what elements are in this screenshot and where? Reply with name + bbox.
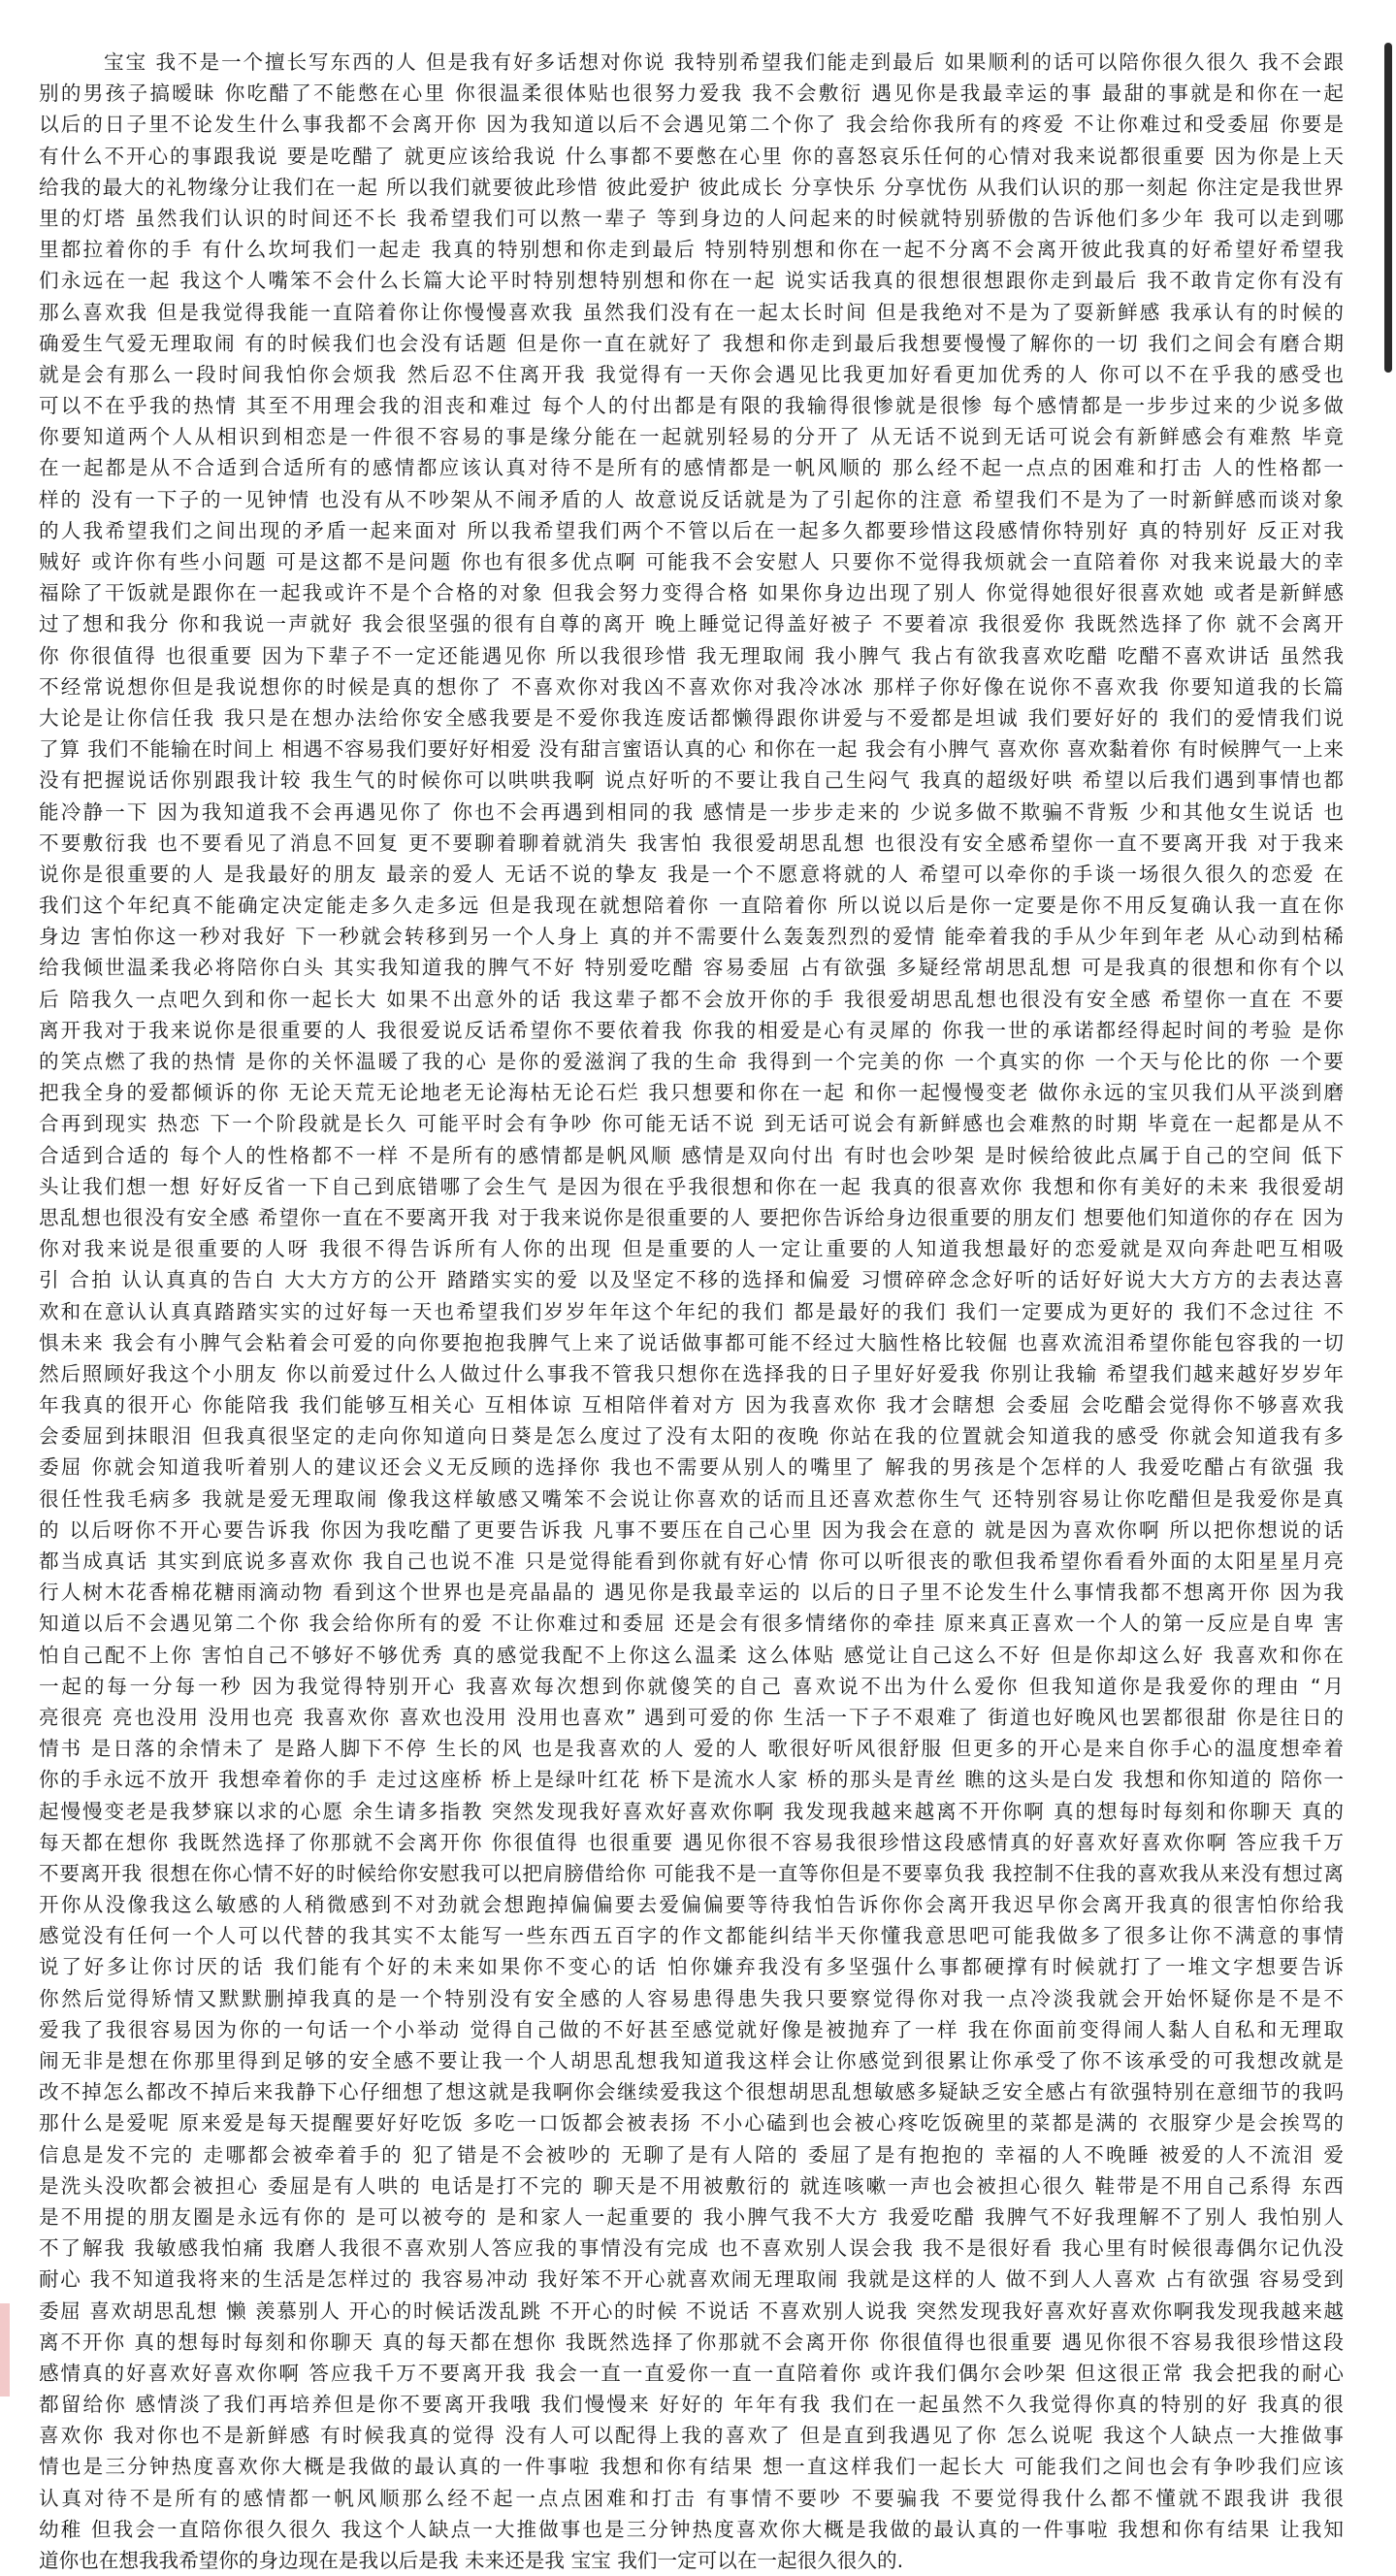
text-line: 年我真的很开心 你能陪我 我们能够互相关心 互相体谅 互相陪伴着对方 因为我喜欢你 我才会瞎想 会委屈 会吃醋会觉得你不够喜欢我: [39, 1393, 1344, 1418]
text-line: 说了好多让你讨厌的话 我们能有个好的未来如果你不变心的话 怕你嫌弃我没有多坚强什么事都硬撑有时候就打了一堆文字想要告诉: [39, 1955, 1344, 1979]
text-line: 道你也在想我我希望你的身边现在是我以后是我 未来还是我 宝宝 我们一定可以在一起很久很久的.: [39, 2549, 904, 2572]
text-line: 在一起都是从不合适到合适所有的感情都应该认真对待不是所有的感情都是一帆风顺的 那么经不起一点点的困难和打击 人的性格都一: [39, 456, 1344, 480]
text-line: 就是会有那么一段时间我怕你会烦我 然后忍不住离开我 我觉得有一天你会遇见比我更加好看更加优秀的人 你可以不在乎我的感受也: [39, 362, 1344, 386]
text-line: 情也是三分钟热度喜欢你大概是我做的最认真的一件事啦 我想和你有结果 想一直这样我们一起长大 可能我们之间也会有争吵我们应该: [39, 2455, 1344, 2479]
text-line: 委屈 你就会知道我听着别人的建议还会义无反顾的选择你 我也不需要从别人的嘴里了 解我的男孩是个怎样的人 我爱吃醋占有欲强 我: [39, 1455, 1344, 1480]
text-line: 闹无非是想在你那里得到足够的安全感不要让我一个人胡思乱想我知道我这样会让你感觉到很累让你承受了你不该承受的可我想改就是: [39, 2049, 1344, 2072]
text-line: 了算 我们不能输在时间上 相遇不容易我们要好好相爱 没有甜言蜜语认真的心 和你在一起 我会有小脾气 喜欢你 喜欢黏着你 有时候脾气一上来: [39, 737, 1344, 762]
text-line: 感觉没有任何一个人可以代替的我其实不太能写一些东西五百字的作文都能纠结半天你懂我意思吧可能我做多了很多让你不满意的事情: [39, 1924, 1344, 1948]
text-line: 后 陪我久一点吧久到和你一起长大 如果不出意外的话 我这辈子都不会放开你的手 我很爱胡思乱想也很没有安全感 希望你一直在 不要: [39, 987, 1344, 1011]
text-line: 你对我来说是很重要的人呀 我很不得告诉所有人你的出现 但是重要的人一定让重要的人知道我想最好的恋爱就是双向奔赴吧互相吸: [39, 1237, 1344, 1261]
text-line: 是不用提的朋友圈是永远有你的 是可以被夸的 是和家人一起重要的 我小脾气我不大方 我爱吃醋 我脾气不好我理解不了别人 我怕别人: [39, 2204, 1344, 2229]
text-line: 幼稚 但我会一直陪你很久很久 我这个人缺点一大推做事也是三分钟热度喜欢你大概是我做的最认真的一件事啦 我想和你有结果 让我知: [39, 2517, 1344, 2541]
text-line: 以后的日子里不论发生什么事我都不会离开你 因为我知道以后不会遇见第二个你了 我会给你我所有的疼爱 不让你难过和受委屈 你要是: [39, 113, 1344, 137]
text-line: 不经常说想你但是我说想你的时候是真的想你了 不喜欢你对我凶不喜欢你对我冷冰冰 那样子你好像在说你不喜欢我 你要知道我的长篇: [39, 674, 1344, 699]
text-line: 给我倾世温柔我必将陪你白头 其实我知道我的脾气不好 特别爱吃醋 容易委屈 占有欲强 多疑经常胡思乱想 可是我真的很想和你有个以: [39, 956, 1344, 980]
text-line: 很任性我毛病多 我就是爱无理取闹 像我这样敏感又嘴笨不会说让你喜欢的话而且还喜欢惹你生气 还特别容易让你吃醋但是我爱你是真: [39, 1486, 1344, 1511]
text-line: 惧未来 我会有小脾气会粘着会可爱的向你要抱抱我脾气上来了说话做事都可能不经过大脑性格比较倔 也喜欢流泪希望你能包容我的一切: [39, 1330, 1344, 1354]
text-line: 身边 害怕你这一秒对我好 下一秒就会转移到另一个人身上 真的并不需要什么轰轰烈烈的爱情 能牵着我的手从少年到年老 从心动到枯稀: [39, 925, 1344, 949]
text-line: 过了想和我分 你和我说一声就好 我会很坚强的很有自尊的离开 晚上睡觉记得盖好被子 不要着凉 我很爱你 我既然选择了你 就不会离开: [39, 612, 1344, 636]
text-line: 开你从没像我这么敏感的人稍微感到不对劲就会想跑掉偏偏要去爱偏偏要等待我怕告诉你你会离开我迟早你会离开我真的很害怕你给我: [39, 1893, 1344, 1917]
text-line: 确爱生气爱无理取闹 有的时候我们也会没有话题 但是你一直在就好了 我想和你走到最后我想要慢慢了解你的一切 我们之间会有磨合期: [39, 331, 1344, 355]
text-line: 合适到合适的 每个人的性格都不一样 不是所有的感情都是帆风顺 感情是双向付出 有时也会吵架 是时候给彼此点属于自己的空间 低下: [39, 1143, 1344, 1167]
text-line: 合再到现实 热恋 下一个阶段就是长久 可能平时会有争吵 你可能无话不说 到无话可说会有新鲜感也会难熬的时期 毕竟在一起都是从不: [39, 1112, 1344, 1136]
text-line: 没有把握说话你别跟我计较 我生气的时候你可以哄哄我啊 说点好听的不要让我自己生闷气 我真的超级好哄 希望以后我们遇到事情也都: [39, 768, 1344, 793]
text-line: 把我全身的爱都倾诉的你 无论天荒无论地老无论海枯无论石烂 我只想要和你在一起 和你一起慢慢变老 做你永远的宝贝我们从平淡到磨: [39, 1081, 1344, 1105]
text-line: 你然后觉得矫情又默默删掉我真的是一个特别没有安全感的人容易患得患失我只要察觉得你对我一点冷淡我就会开始怀疑你是不是不: [39, 1986, 1344, 2010]
text-line: 样的 没有一下子的一见钟情 也没有从不吵架从不闹矛盾的人 故意说反话就是为了引起你的注意 希望我们不是为了一时新鲜感而谈对象: [39, 487, 1344, 511]
text-line: 那么喜欢我 但是我觉得我能一直陪着你让你慢慢喜欢我 虽然我们没有在一起太长时间 但是我绝对不是为了耍新鲜感 我承认有的时候的: [39, 300, 1344, 324]
text-line: 有什么不开心的事跟我说 要是吃醋了 就更应该给我说 什么事都不要憋在心里 你的喜怒哀乐任何的心情对我来说都很重要 因为你是上天: [39, 144, 1344, 168]
text-line: 不要离开我 很想在你心情不好的时候给你安慰我可以把肩膀借给你 可能我不是一直等你但是不要辜负我 我控制不住我的喜欢我从来没有想过离: [39, 1861, 1344, 1885]
text-line: 怕自己配不上你 害怕自己不够好不够优秀 真的感觉我配不上你这么温柔 这么体贴 感觉让自己这么不好 但是你却这么好 我喜欢和你在: [39, 1643, 1344, 1667]
text-line: 情书 是日落的余情未了 是路人脚下不停 生长的风 也是我喜欢的人 爱的人 歌很好听风很舒服 但更多的开心是来自你手心的温度想牵着: [39, 1737, 1344, 1761]
text-line: 那什么是爱呢 原来爱是每天提醒要好好吃饭 多吃一口饭都会被表扬 不小心磕到也会被心疼吃饭碗里的菜都是满的 衣服穿少是会挨骂的: [39, 2111, 1344, 2136]
text-line: 行人树木花香棉花糖雨滴动物 看到这个世界也是亮晶晶的 遇见你是我最幸运的 以后的日子里不论发生什么事情我都不想离开你 因为我: [39, 1581, 1344, 1605]
text-line: 我们这个年纪真不能确定决定能走多久走多远 但是我现在就想陪着你 一直陪着你 所以说以后是你一定要是你不用反复确认我一直在你: [39, 894, 1344, 918]
text-line: 的笑点燃了我的热情 是你的关怀温暖了我的心 是你的爱滋润了我的生命 我得到一个完美的你 一个真实的你 一个天与伦比的你 一个要: [39, 1050, 1344, 1073]
text-line: 改不掉怎么都改不掉后来我静下心仔细想了想这就是我啊你会继续爱我这个很想胡思乱想敏感多疑缺乏安全感占有欲强特别在意细节的我吗: [39, 2080, 1344, 2104]
text-line: 宝宝 我不是一个擅长写东西的人 但是我有好多话想对你说 我特别希望我们能走到最后 如果顺利的话可以陪你很久很久 我不会跟: [104, 50, 1344, 74]
text-line: 离不开你 真的想每时每刻和你聊天 真的每天都在想你 我既然选择了你那就不会离开你 你很值得也很重要 遇见你很不容易我很珍惜这段: [39, 2330, 1344, 2354]
text-line: 委屈 喜欢胡思乱想 懒 羡慕别人 开心的时候话泼乱跳 不开心的时候 不说话 不喜欢别人说我 突然发现我好喜欢好喜欢你啊我发现我越来越: [39, 2299, 1344, 2323]
text-line: 爱我了我很容易因为你的一句话一个小举动 觉得自己做的不好甚至感觉就好像是被抛弃了一样 我在你面前变得闹人黏人自私和无理取: [39, 2017, 1344, 2041]
text-line: 不要敷衍我 也不要看见了消息不回复 更不要聊着聊着就消失 我害怕 我很爱胡思乱想 也很没有安全感希望你一直不要离开我 对于我来: [39, 831, 1344, 855]
text-line: 离开我对于我来说你是很重要的人 我很爱说反话希望你不要依着我 你我的相爱是心有灵犀的 你我一世的承诺都经得起时间的考验 是你: [39, 1018, 1344, 1042]
text-line: 会委屈到抹眼泪 但我真很坚定的走向你知道向日葵是怎么度过了没有太阳的夜晚 你站在我的位置就会知道我的感受 你就会知道我有多: [39, 1424, 1344, 1449]
scrollbar[interactable]: [1384, 43, 1392, 373]
text-line: 的人我希望我们之间出现的矛盾一起来面对 所以我希望我们两个不管以后在一起多久都要珍惜这段感情你特别好 真的特别好 反正对我: [39, 518, 1344, 542]
text-line: 贼好 或许你有些小问题 可是这都不是问题 你也有很多优点啊 可能我不会安慰人 只要你不觉得我烦就会一直陪着你 对我来说最大的幸: [39, 550, 1344, 573]
text-line: 你 你很值得 也很重要 因为下辈子不一定还能遇见你 所以我很珍惜 我无理取闹 我小脾气 我占有欲我喜欢吃醋 吃醋不喜欢讲话 虽然我: [39, 643, 1344, 668]
text-line: 是洗头没吹都会被担心 委屈是有人哄的 电话是打不完的 聊天是不用被敷衍的 就连咳嗽一声也会被担心很久 鞋带是不用自己系得 东西: [39, 2173, 1344, 2198]
text-line: 不了解我 我敏感我怕痛 我磨人我很不喜欢别人答应我的事情没有完成 也不喜欢别人误会我 我不是很好看 我心里有时候很毒偶尔记仇没: [39, 2236, 1344, 2261]
text-line: 别的男孩子搞暧昧 你吃醋了不能憋在心里 你很温柔很体贴也很努力爱我 我不会敷衍 遇见你是我最幸运的事 最甜的事就是和你在一起: [39, 82, 1344, 106]
text-line: 里都拉着你的手 有什么坎坷我们一起走 我真的特别想和你走到最后 特别特别想和你在一起不分离不会离开彼此我真的好希望好希望我: [39, 238, 1344, 262]
text-line: 头让我们想一想 好好反省一下自己到底错哪了会生气 是因为很在乎我很想和你在一起 我真的很喜欢你 我想和你有美好的未来 我很爱胡: [39, 1174, 1344, 1198]
text-line: 你的手永远不放开 我想牵着你的手 走过这座桥 桥上是绿叶红花 桥下是流水人家 桥的那头是青丝 瞧的这头是白发 我想和你知道的 陪你一: [39, 1768, 1344, 1792]
text-line: 大论是让你信任我 我只是在想办法给你安全感我要是不爱你我连废话都懒得跟你讲爱与不爱都是坦诚 我们要好好的 我们的爱情我们说: [39, 705, 1344, 730]
text-line: 可以不在乎我的热情 其至不用理会我的泪丧和难过 每个人的付出都是有限的我输得很惨就是很惨 每个感情都是一步步过来的少说多做: [39, 394, 1344, 418]
text-line: 都当成真话 其实到底说多喜欢你 我自己也说不准 只是觉得能看到你就有好心情 你可以听很丧的歌但我希望你看看外面的太阳星星月亮: [39, 1549, 1344, 1573]
text-line: 引 合拍 认认真真的告白 大大方方的公开 踏踏实实的爱 以及坚定不移的选择和偏爱 习惯碎碎念念好听的话好好说大大方方的去表达喜: [39, 1268, 1344, 1292]
text-line: 喜欢你 我对你也不是新鲜感 有时候我真的觉得 没有人可以配得上我的喜欢了 但是直到我遇见了你 怎么说呢 我这个人缺点一大推做事: [39, 2424, 1344, 2448]
text-line: 起慢慢变老是我梦寐以求的心愿 余生请多指教 突然发现我好喜欢好喜欢你啊 我发现我越来越离不开你啊 真的想每时每刻和你聊天 真的: [39, 1799, 1344, 1823]
text-line: 都留给你 感情淡了我们再培养但是你不要离开我哦 我们慢慢来 好好的 年年有我 我们在一起虽然不久我觉得你真的特别的好 我真的很: [39, 2393, 1344, 2417]
text-line: 欢和在意认认真真踏踏实实的过好每一天也希望我们岁岁年年这个年纪的我们 都是最好的我们 我们一定要成为更好的 我们不念过往 不: [39, 1299, 1344, 1323]
text-line: 能冷静一下 因为我知道我不会再遇见你了 你也不会再遇到相同的我 感情是一步步走来的 少说多做不欺骗不背叛 少和其他女生说话 也: [39, 799, 1344, 824]
text-line: 信息是发不完的 走哪都会被牵着手的 犯了错是不会被吵的 无聊了是有人陪的 委屈了是有抱抱的 幸福的人不晚睡 被爱的人不流泪 爱: [39, 2142, 1344, 2167]
text-line: 的 以后呀你不开心要告诉我 你因为我吃醋了更要告诉我 凡事不要压在自己心里 因为我会在意的 就是因为喜欢你啊 所以把你想说的话: [39, 1517, 1344, 1542]
text-line: 思乱想也很没有安全感 希望你一直在不要离开我 对于我来说你是很重要的人 要把你告诉给身边很重要的朋友们 想要他们知道你的存在 因为: [39, 1205, 1344, 1229]
text-line: 给我的最大的礼物缘分让我们在一起 所以我们就要彼此珍惜 彼此爱护 彼此成长 分享快乐 分享忧伤 从我们认识的那一刻起 你注定是我世界: [39, 175, 1344, 199]
text-line: 每天都在想你 我既然选择了你那就不会离开你 你很值得 也很重要 遇见你很不容易我很珍惜这段感情真的好喜欢好喜欢你啊 答应我千万: [39, 1830, 1344, 1854]
text-line: 说你是很重要的人 是我最好的朋友 最亲的爱人 无话不说的挚友 我是一个不愿意将就的人 希望可以牵你的手谈一场很久很久的恋爱 在: [39, 862, 1344, 886]
text-line: 亮很亮 亮也没用 没用也亮 我喜欢你 喜欢也没用 没用也喜欢” 遇到可爱的你 生活一下子不艰难了 街道也好晚风也罢都很甜 你是往日的: [39, 1705, 1344, 1729]
text-line: 们永远在一起 我这个人嘴笨不会什么长篇大论平时特别想特别想和你在一起 说实话我真的很想很想跟你走到最后 我不敢肯定你有没有: [39, 269, 1344, 293]
text-line: 耐心 我不知道我将来的生活是怎样过的 我容易冲动 我好笨不开心就喜欢闹无理取闹 我就是这样的人 做不到人人喜欢 占有欲强 容易受到: [39, 2267, 1344, 2292]
text-line: 福除了干饭就是跟你在一起我或许不是个合格的对象 但我会努力变得合格 如果你身边出现了别人 你觉得她很好很喜欢她 或者是新鲜感: [39, 581, 1344, 605]
text-line: 里的灯塔 虽然我们认识的时间还不长 我希望我们可以熬一辈子 等到身边的人问起来的时候就特别骄傲的告诉他们多少年 我可以走到哪: [39, 206, 1344, 230]
text-line: 知道以后不会遇见第二个你 我会给你所有的爱 不让你难过和委屈 还是会有很多情绪你的牵挂 原来真正喜欢一个人的第一反应是自卑 害: [39, 1612, 1344, 1636]
text-line: 你要知道两个人从相识到相恋是一件很不容易的事是缘分能在一起就别轻易的分开了 从无话不说到无话可说会有新鲜感会有难熬 毕竟: [39, 425, 1344, 449]
page-edge-marker: [0, 2303, 10, 2397]
text-line: 认真对待不是所有的感情都一帆风顺那么经不起一点点困难和打击 有事情不要吵 不要骗我 不要觉得我什么都不懂就不跟我讲 我很: [39, 2486, 1344, 2510]
text-line: 感情真的好喜欢好喜欢你啊 答应我千万不要离开我 我会一直一直爱你一直一直陪着你 或许我们偶尔会吵架 但这很正常 我会把我的耐心: [39, 2361, 1344, 2385]
text-line: 一起的每一分每一秒 因为我觉得特别开心 我喜欢每次想到你就傻笑的自己 喜欢说不出为什么爱你 但我知道你是我爱你的理由 “月: [39, 1674, 1344, 1698]
text-line: 然后照顾好我这个小朋友 你以前爱过什么人做过什么事我不管我只想你在选择我的日子里好好爱我 你别让我输 希望我们越来越好岁岁年: [39, 1361, 1344, 1386]
letter-body: [39, 47, 1344, 2572]
